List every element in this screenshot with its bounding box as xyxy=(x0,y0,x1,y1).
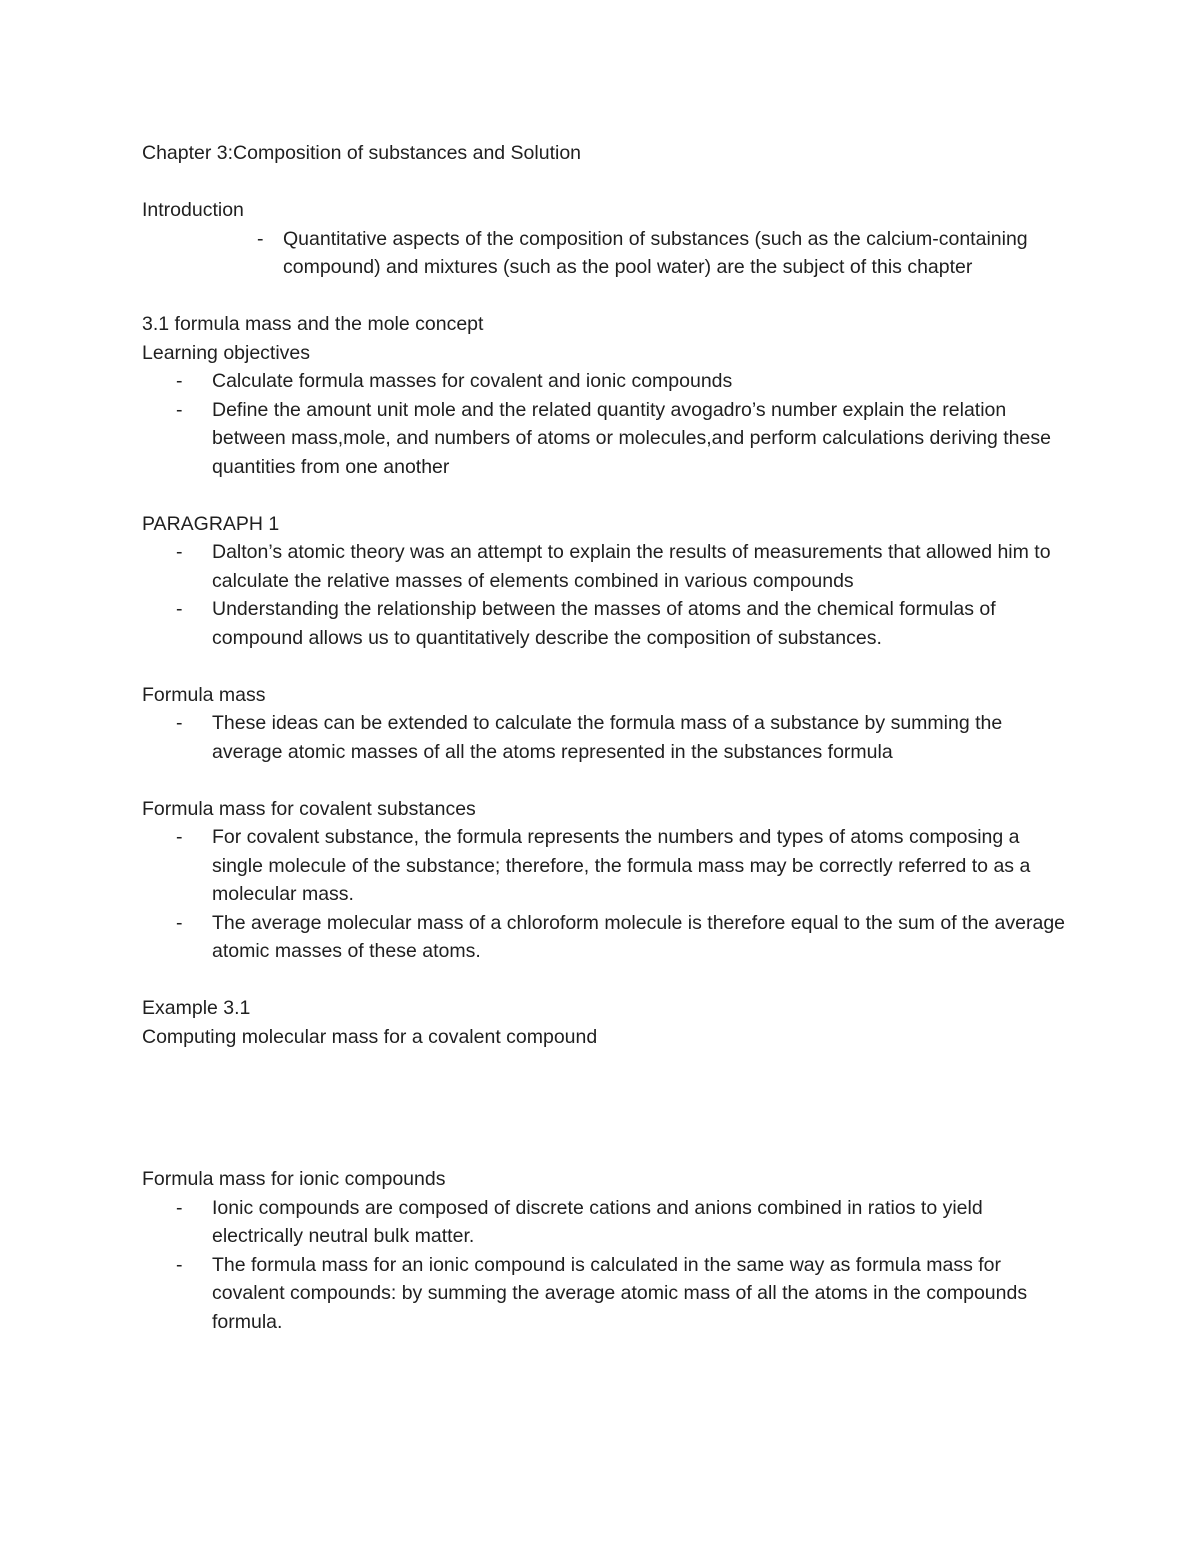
learning-objectives-heading: Learning objectives xyxy=(142,341,311,364)
covalent-heading: Formula mass for covalent substances xyxy=(142,797,476,820)
list-item: - Dalton’s atomic theory was an attempt to explain the results of measurements that allowed him to calculate the relative masses of elements combined in various compounds xyxy=(142,538,1072,595)
spacer xyxy=(142,766,1072,795)
learning-objectives-list xyxy=(142,367,1072,481)
list-item: - The average molecular mass of a chloroform molecule is therefore equal to the sum of the average atomic masses of these atoms. xyxy=(142,909,1072,966)
spacer xyxy=(142,481,1072,510)
document-title: Chapter 3:Composition of substances and Solution xyxy=(142,142,582,164)
list-item: - These ideas can be extended to calculate the formula mass of a substance by summing the average atomic masses of all the atoms represented in the substances formula xyxy=(142,709,1072,766)
spacer xyxy=(142,168,1072,197)
example-heading: Example 3.1 xyxy=(142,997,251,1019)
ionic-heading: Formula mass for ionic compounds xyxy=(142,1168,446,1190)
formula-mass-list xyxy=(142,709,1072,766)
list-item: - Define the amount unit mole and the related quantity avogadro’s number explain the relation between mass,mole, and numbers of atoms or molecules,and perform calculations deriving these quantities from one another xyxy=(142,396,1072,482)
paragraph-1-list xyxy=(142,538,1072,652)
document-page xyxy=(142,139,1072,1336)
list-item: - Ionic compounds are composed of discrete cations and anions combined in ratios to yield electrically neutral bulk matter. xyxy=(142,1194,1072,1251)
example-subheading: Computing molecular mass for a covalent compound xyxy=(142,1025,598,1048)
spacer xyxy=(142,966,1072,995)
paragraph-1-heading: PARAGRAPH 1 xyxy=(142,512,280,535)
covalent-list xyxy=(142,823,1072,966)
list-item: - Understanding the relationship between the masses of atoms and the chemical formulas of compound allows us to quantitatively describe the composition of substances. xyxy=(142,595,1072,652)
ionic-list xyxy=(142,1194,1072,1337)
introduction-list xyxy=(142,225,1072,282)
spacer xyxy=(142,652,1072,681)
formula-mass-heading: Formula mass xyxy=(142,683,266,706)
spacer xyxy=(142,1051,1072,1165)
list-item: - The formula mass for an ionic compound is calculated in the same way as formula mass for covalent compounds: by summing the average atomic mass of all the atoms in the compounds formula. xyxy=(142,1251,1072,1337)
list-item: - Quantitative aspects of the composition of substances (such as the calcium-containing compound) and mixtures (such as the pool water) are the subject of this chapter xyxy=(142,225,1072,282)
list-item: - Calculate formula masses for covalent and ionic compounds xyxy=(142,367,1072,396)
introduction-heading: Introduction xyxy=(142,199,244,221)
spacer xyxy=(142,282,1072,311)
section-3-1-heading: 3.1 formula mass and the mole concept xyxy=(142,313,484,335)
list-item: - For covalent substance, the formula represents the numbers and types of atoms composing a single molecule of the substance; therefore, the formula mass may be correctly referred to as a molecular mass. xyxy=(142,823,1072,909)
